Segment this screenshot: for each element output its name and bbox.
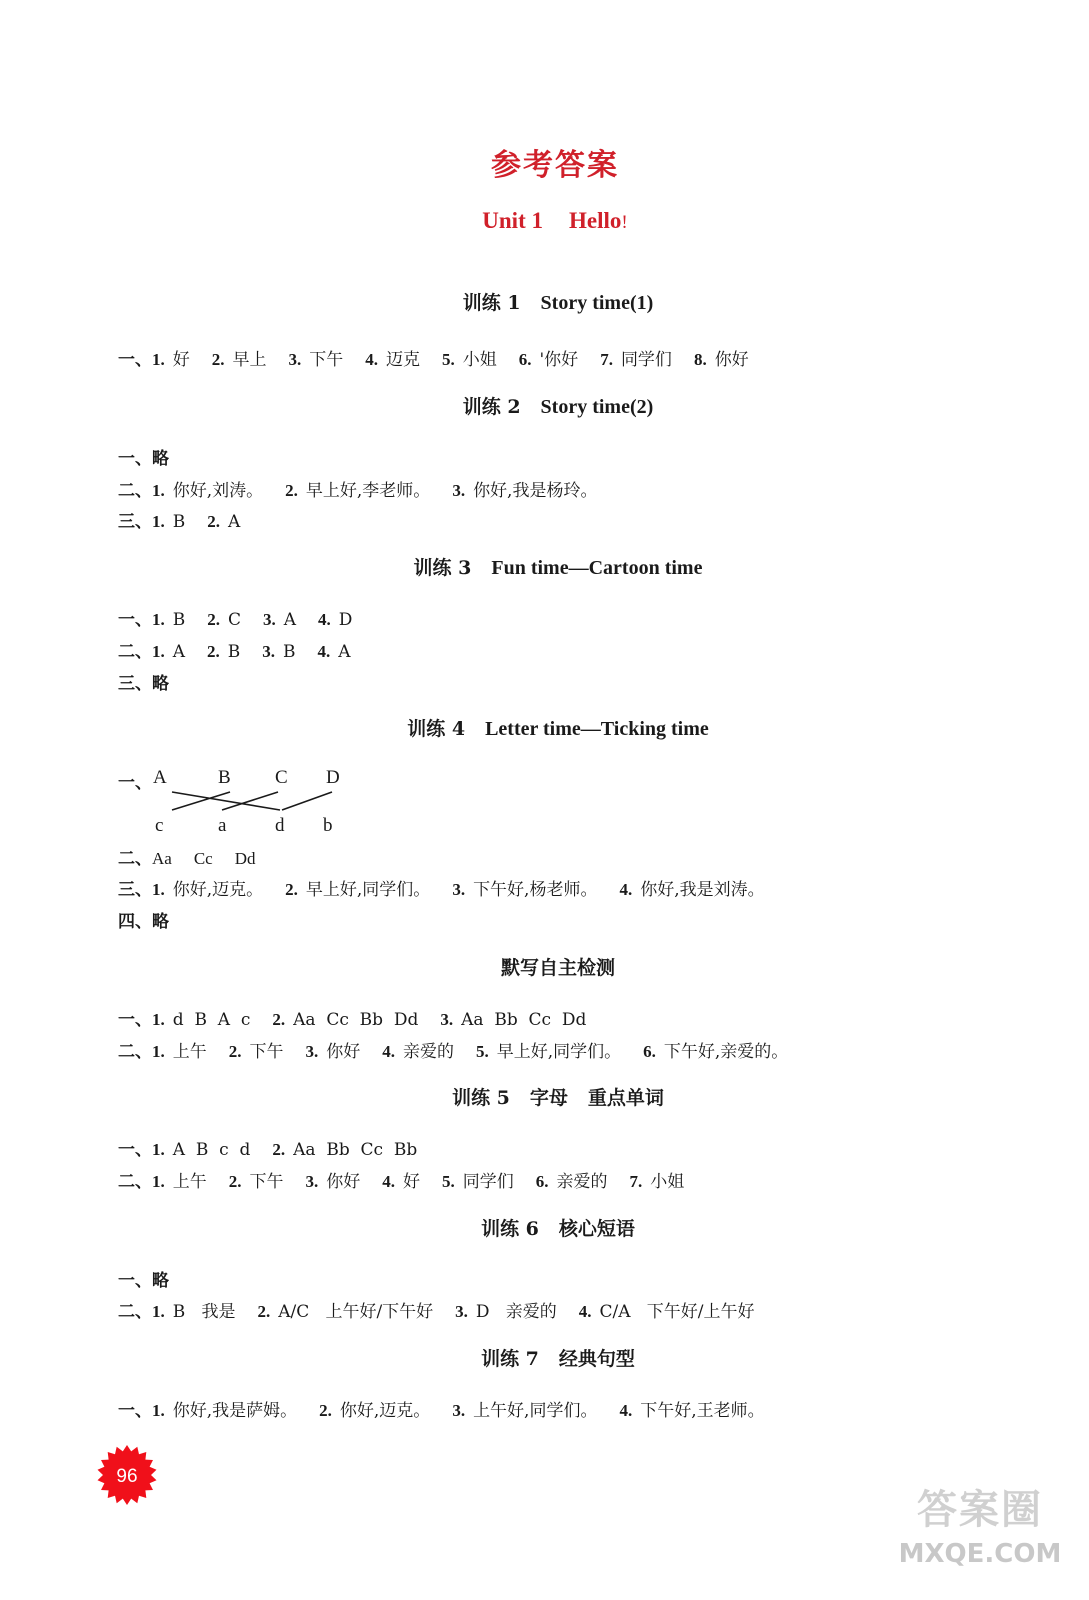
answer-item [442, 1167, 514, 1192]
answer-item [600, 345, 672, 370]
section-heading-7: 训练 6 核心短语 [481, 1218, 635, 1240]
answer-text: 你好,我是刘涛。 [640, 880, 765, 900]
answer-item [306, 1037, 361, 1062]
answer-number: 2. [207, 642, 220, 661]
answer-number: 2. [257, 1302, 271, 1321]
answer-word: Aa [152, 849, 172, 868]
answer-word: Cc [193, 849, 213, 868]
answer-text: d B A c [172, 1010, 251, 1030]
answer-number: 2. [272, 1140, 286, 1159]
answer-text: 早上好,李老师。 [305, 481, 431, 501]
answer-text: 早上 [232, 350, 267, 370]
watermark-site: MXQE.COM [898, 1539, 1062, 1569]
answer-text: 你好,迈克。 [172, 880, 264, 900]
answer-item [207, 512, 240, 532]
page-number: 96 [116, 1466, 138, 1487]
lower-letter: c [155, 815, 164, 836]
answer-text: B [283, 642, 296, 662]
page-title: 参考答案 [491, 148, 619, 183]
section-heading-6: 训练 5 字母 重点单词 [452, 1087, 664, 1109]
answer-line: 一、1. B 2. C 3. A 4. D [118, 610, 353, 630]
answer-number: 3. [305, 1042, 319, 1061]
answer-number: 1. [152, 880, 165, 899]
answer-number: 3. [440, 1010, 454, 1029]
answer-number: 6. [518, 350, 532, 369]
answer-number: 6. [535, 1172, 549, 1191]
matching-lines [160, 788, 350, 812]
unit-name: Hello [568, 208, 622, 233]
answer-text: 下午好,杨老师。 [473, 880, 598, 900]
answer-text: A/C 上午好/下午好 [278, 1302, 434, 1322]
answer-item [619, 875, 764, 900]
watermark [890, 1478, 1070, 1582]
answer-number: 4. [578, 1302, 592, 1321]
answer-text: 下午 [309, 350, 344, 370]
answer-item [455, 1297, 557, 1322]
answer-item [152, 512, 185, 532]
answer-item [152, 476, 263, 501]
answer-number: 5. [442, 350, 455, 369]
answer-text: 同学们 [462, 1172, 514, 1192]
answer-number: 1. [152, 350, 165, 369]
answer-line: 三、1. 你好,迈克。 2. 早上好,同学们。 3. 下午好,杨老师。 4. 你好,我是刘涛。 [118, 875, 765, 900]
unit-label: Unit 1 [482, 208, 543, 233]
answer-line: 三、略 [118, 674, 169, 694]
upper-letter: C [275, 767, 288, 788]
answer-item [152, 875, 263, 900]
answer-text: 迈克 [386, 350, 420, 370]
page-number-badge [96, 1444, 158, 1506]
answer-text: 好 [403, 1172, 420, 1192]
answer-item [579, 1297, 755, 1322]
answer-item [619, 1396, 764, 1421]
answer-number: 4. [365, 350, 378, 369]
answer-item [319, 1396, 430, 1421]
answer-number: 3. [452, 1401, 466, 1420]
unit-title [0, 208, 1089, 234]
answer-item [207, 642, 240, 662]
answer-text: D [338, 610, 353, 630]
answer-line: 一、1. 好 2. 早上 3. 下午 4. 迈克 5. 小姐 6. '你好 7. 同学们 8. 你好 [118, 345, 749, 370]
answer-number: 4. [382, 1042, 395, 1061]
answer-line: 二、1. A 2. B 3. B 4. A [118, 642, 351, 662]
upper-letter: D [326, 767, 340, 788]
answer-text: 你好,刘涛。 [172, 481, 264, 501]
answer-number: 3. [262, 642, 276, 661]
answer-text: D 亲爱的 [475, 1302, 557, 1322]
answer-number: 8. [693, 350, 707, 369]
answer-text: Aa Bb Cc Dd [461, 1010, 587, 1030]
answer-number: 4. [382, 1172, 395, 1191]
answer-number: 4. [619, 880, 633, 899]
answer-text: 亲爱的 [403, 1042, 454, 1062]
answer-text: 上午 [172, 1172, 207, 1192]
answer-number: 4. [619, 1401, 633, 1420]
watermark-logo: 答案圈 [917, 1487, 1043, 1533]
answer-item [536, 1167, 608, 1192]
answer-line: 二、1. 上午 2. 下午 3. 你好 4. 亲爱的 5. 早上好,同学们。 6. 下午好,亲爱的。 [118, 1037, 788, 1062]
answer-text: 你好 [326, 1042, 361, 1062]
answer-item [452, 476, 597, 501]
answer-number: 2. [272, 1010, 286, 1029]
answer-item [630, 1167, 685, 1192]
answer-text: A [228, 512, 241, 532]
answer-number: 5. [476, 1042, 489, 1061]
answer-line: 二、Aa Cc Dd [118, 849, 256, 869]
answer-text: 下午 [249, 1172, 284, 1192]
answer-item [452, 1396, 597, 1421]
answer-number: 2. [207, 610, 220, 629]
answer-item [306, 1167, 361, 1192]
answer-number: 1. [152, 1140, 165, 1159]
answer-text: 你好,迈克。 [339, 1401, 431, 1421]
answer-item [212, 345, 267, 370]
answer-number: 4. [318, 610, 331, 629]
answer-number: 3. [452, 481, 466, 500]
answer-line: 四、略 [118, 912, 169, 932]
answer-text: '你好 [539, 350, 579, 370]
answer-text: 小姐 [650, 1172, 685, 1192]
answer-item [152, 642, 185, 662]
answer-line: 一、1. 你好,我是萨姆。 2. 你好,迈克。 3. 上午好,同学们。 4. 下午好,王老师。 [118, 1396, 765, 1421]
answer-number: 5. [442, 1172, 455, 1191]
answer-item [272, 1140, 417, 1160]
answer-number: 3. [288, 350, 302, 369]
section-heading-2: 训练 2 Story time(2) [462, 396, 654, 418]
section-heading-1: 训练 1 Story time(1) [462, 292, 654, 314]
answer-item [382, 1037, 454, 1062]
lower-letter: a [218, 815, 227, 836]
answer-text: 下午好,王老师。 [640, 1401, 765, 1421]
answer-text: A [172, 642, 186, 662]
answer-number: 2. [228, 1172, 242, 1191]
answer-number: 1. [152, 481, 165, 500]
answer-item [272, 1010, 418, 1030]
answer-item [476, 1037, 621, 1062]
answer-number: 6. [643, 1042, 656, 1061]
answer-number: 1. [152, 1302, 165, 1321]
answer-line: 一、略 [118, 1271, 169, 1291]
answer-number: 2. [207, 512, 220, 531]
answer-text: A [283, 610, 297, 630]
answer-item [318, 610, 352, 630]
upper-letter: B [218, 767, 231, 788]
answer-text: C/A 下午好/上午好 [599, 1302, 755, 1322]
answer-item [285, 875, 430, 900]
answer-text: 你好,我是杨玲。 [473, 481, 598, 501]
answer-number: 1. [152, 610, 165, 629]
answer-text: B [172, 512, 186, 532]
answer-text: B [227, 642, 241, 662]
answer-item [285, 476, 430, 501]
answer-text: 早上好,同学们。 [305, 880, 431, 900]
answer-item [643, 1037, 788, 1062]
lower-letter: b [323, 815, 333, 836]
answer-text: A B c d [172, 1140, 251, 1160]
answer-text: C [228, 610, 242, 630]
answer-number: 4. [317, 642, 331, 661]
unit-punct: ! [621, 212, 628, 233]
answer-line: 一、略 [118, 449, 169, 469]
answer-number: 2. [228, 1042, 242, 1061]
answer-line: 二、1. 上午 2. 下午 3. 你好 4. 好 5. 同学们 6. 亲爱的 7. 小姐 [118, 1167, 684, 1192]
answer-line: 三、1. B 2. A [118, 512, 241, 532]
answer-text: 你好 [714, 350, 749, 370]
answer-item [152, 1396, 297, 1421]
answer-number: 3. [263, 610, 276, 629]
answer-number: 1. [152, 1042, 165, 1061]
answer-item [442, 345, 497, 370]
answer-number: 7. [600, 350, 613, 369]
answer-number: 7. [629, 1172, 643, 1191]
answer-text: 早上好,同学们。 [496, 1042, 622, 1062]
answer-item [152, 1010, 250, 1030]
answer-word: Dd [234, 849, 256, 868]
answer-text: 你好,我是萨姆。 [172, 1401, 298, 1421]
section-heading-5: 默写自主检测 [500, 957, 615, 979]
answer-item [365, 345, 420, 370]
answer-number: 1. [152, 1401, 165, 1420]
lower-letter: d [275, 815, 285, 836]
answer-item [289, 345, 344, 370]
answer-line: 一、1. d B A c 2. Aa Cc Bb Dd 3. Aa Bb Cc Dd [118, 1010, 587, 1030]
answer-item [229, 1167, 284, 1192]
answer-text: Aa Cc Bb Dd [293, 1010, 419, 1030]
answer-number: 2. [285, 481, 298, 500]
answer-item [152, 345, 190, 370]
answer-text: 你好 [326, 1172, 361, 1192]
answer-number: 2. [319, 1401, 332, 1420]
answer-item [382, 1167, 420, 1192]
answer-item [257, 1297, 433, 1322]
answer-number: 2. [211, 350, 225, 369]
answer-item [207, 610, 241, 630]
answer-item [262, 642, 295, 662]
answer-item [440, 1010, 586, 1030]
answer-text: 好 [172, 350, 190, 370]
answer-number: 3. [305, 1172, 319, 1191]
answer-item [152, 1037, 207, 1062]
answer-text: A [338, 642, 351, 662]
answer-line: 二、1. 你好,刘涛。 2. 早上好,李老师。 3. 你好,我是杨玲。 [118, 476, 597, 501]
answer-text: 上午 [172, 1042, 207, 1062]
answer-item [263, 610, 296, 630]
answer-text: 下午好,亲爱的。 [663, 1042, 789, 1062]
answer-text: 下午 [249, 1042, 284, 1062]
answer-number: 1. [152, 1010, 165, 1029]
answer-text: 上午好,同学们。 [473, 1401, 598, 1421]
answer-item [694, 345, 749, 370]
answer-item [152, 1297, 235, 1322]
answer-number: 1. [152, 512, 165, 531]
answer-number: 1. [152, 642, 165, 661]
answer-item [152, 610, 185, 630]
section-heading-4: 训练 4 Letter time—Ticking time [407, 718, 709, 740]
answer-text: 小姐 [462, 350, 497, 370]
answer-text: 亲爱的 [556, 1172, 608, 1192]
answer-text: B 我是 [172, 1302, 236, 1322]
answer-item [452, 875, 597, 900]
answer-item [152, 1167, 207, 1192]
answer-text: 同学们 [620, 350, 672, 370]
answer-line: 一、1. A B c d 2. Aa Bb Cc Bb [118, 1140, 418, 1160]
upper-letter: A [153, 767, 167, 788]
answer-number: 1. [152, 1172, 165, 1191]
answer-line: 二、1. B 我是 2. A/C 上午好/下午好 3. D 亲爱的 4. C/A 下午好/上午好 [118, 1297, 754, 1322]
answer-text: Aa Bb Cc Bb [293, 1140, 418, 1160]
answer-text: B [172, 610, 186, 630]
answer-item [519, 345, 578, 370]
answer-number: 3. [452, 880, 466, 899]
answer-item [318, 642, 351, 662]
answer-number: 2. [285, 880, 298, 899]
section-heading-8: 训练 7 经典句型 [481, 1348, 635, 1370]
answer-line: 一、 [118, 773, 152, 793]
answer-item [152, 1140, 250, 1160]
answer-item [229, 1037, 284, 1062]
answer-number: 3. [455, 1302, 468, 1321]
section-heading-3: 训练 3 Fun time—Cartoon time [413, 557, 703, 579]
